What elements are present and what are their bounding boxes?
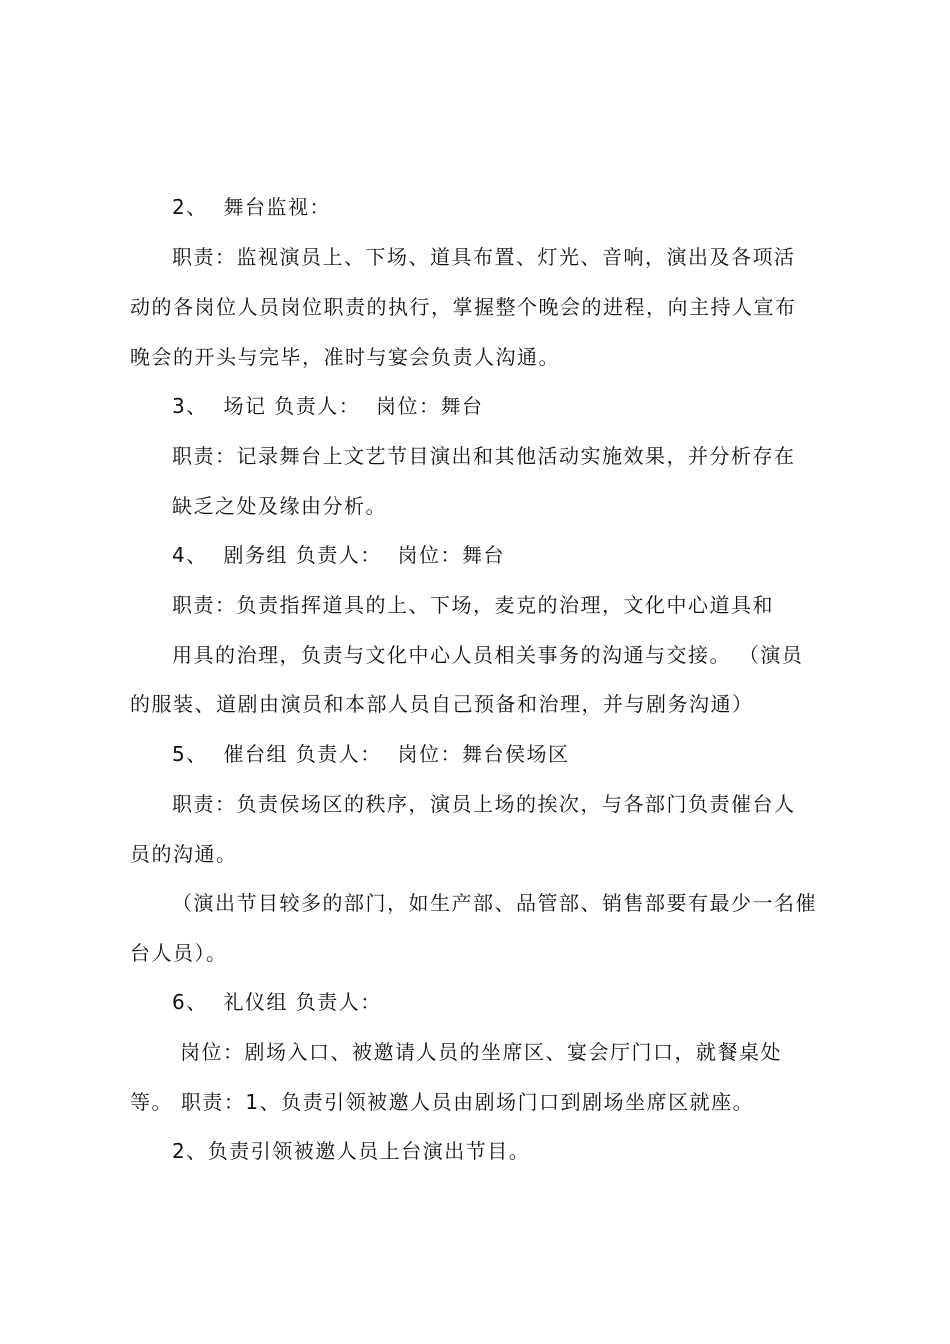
section-4-duty-line-2: 用具的治理，负责与文化中心人员相关事务的沟通与交接。 （演员: [172, 643, 804, 667]
section-6-duty-item-2: 2、负责引领被邀人员上台演出节目。: [172, 1139, 531, 1163]
section-5-note-line-1: （演出节目较多的部门，如生产部、品管部、销售部要有最少一名催: [172, 891, 817, 915]
section-3-duty-line-1: 职责：记录舞台上文艺节目演出和其他活动实施效果，并分析存在: [172, 444, 796, 468]
section-3-duty-line-2: 缺乏之处及缘由分析。: [172, 494, 387, 518]
section-5-note-line-2: 台人员）。: [130, 941, 228, 965]
section-4-duty-line-3: 的服装、道剧由演员和本部人员自己预备和治理，并与剧务沟通）: [130, 692, 754, 716]
section-3-heading: 3、 场记 负责人： 岗位：舞台: [172, 394, 484, 418]
section-6-post-line-1: 岗位：剧场入口、被邀请人员的坐席区、宴会厅门口，就餐桌处: [180, 1040, 782, 1064]
section-4-duty-line-1: 职责：负责指挥道具的上、下场，麦克的治理，文化中心道具和: [172, 593, 774, 617]
section-4-heading: 4、 剧务组 负责人： 岗位：舞台: [172, 543, 506, 567]
section-2-heading: 2、 舞台监视：: [172, 195, 331, 219]
section-2-duty-line-1: 职责：监视演员上、下场、道具布置、灯光、音响，演出及各项活: [172, 245, 796, 269]
section-2-duty-line-3: 晚会的开头与完毕，准时与宴会负责人沟通。: [130, 345, 560, 369]
section-5-heading: 5、 催台组 负责人： 岗位：舞台侯场区: [172, 742, 570, 766]
section-2-duty-line-2: 动的各岗位人员岗位职责的执行，掌握整个晚会的进程，向主持人宣布: [130, 295, 797, 319]
section-5-duty-line-1: 职责：负责侯场区的秩序，演员上场的挨次，与各部门负责催台人: [172, 792, 796, 816]
section-6-post-line-2: 等。 职责：1、负责引领被邀人员由剧场门口到剧场坐席区就座。: [130, 1090, 755, 1114]
section-5-duty-line-2: 员的沟通。: [130, 842, 238, 866]
section-6-heading: 6、 礼仪组 负责人：: [172, 990, 382, 1014]
